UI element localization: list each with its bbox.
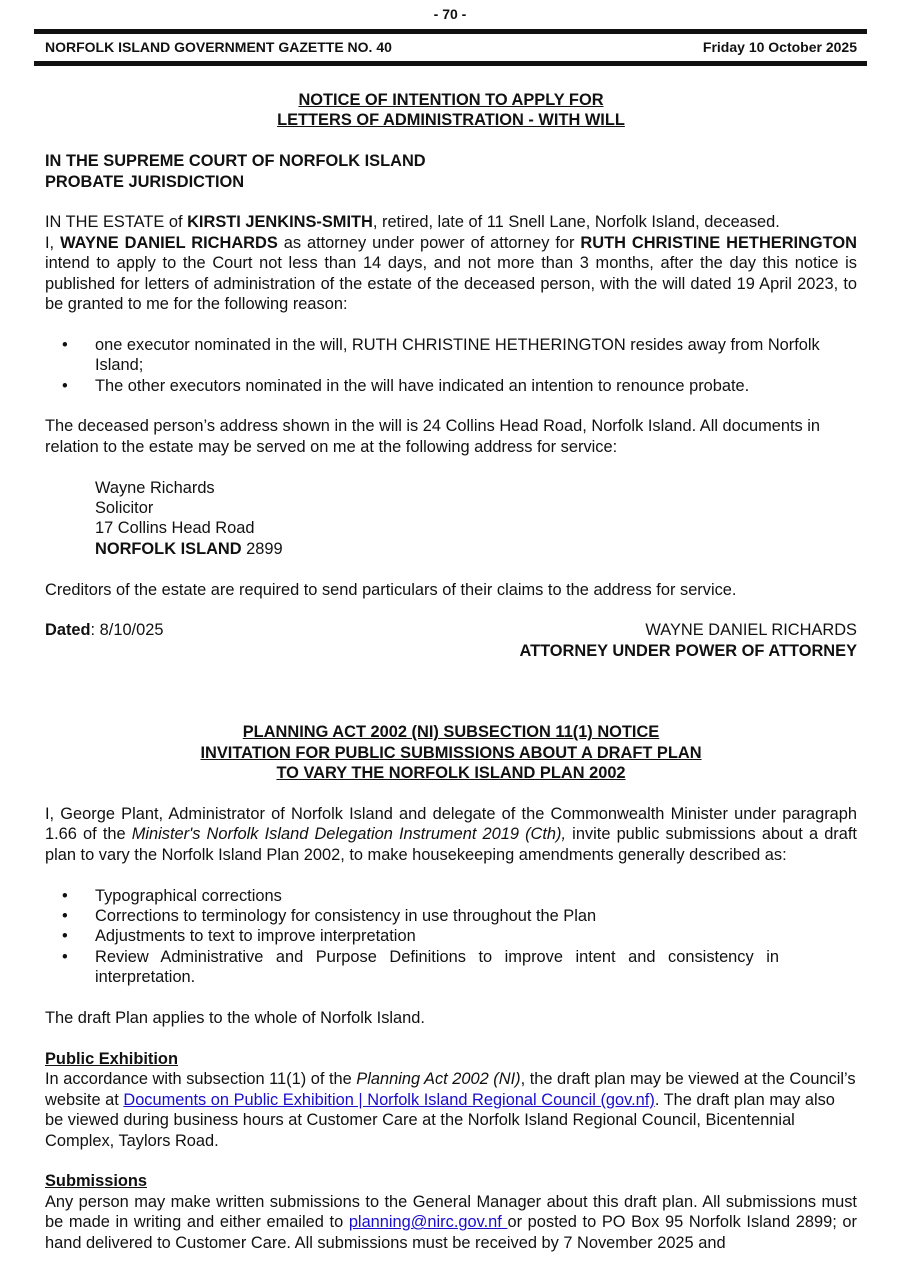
estate-line (45, 212, 857, 232)
page-number: - 70 - (433, 6, 467, 22)
notice-title (45, 90, 857, 131)
bullet-icon: • (62, 886, 68, 905)
address-name: Wayne Richards (95, 478, 215, 497)
exhibition-paragraph (45, 1069, 857, 1151)
bullet-icon: • (62, 947, 68, 966)
text: In accordance with subsection 11(1) of the (45, 1070, 357, 1089)
submissions-heading: Submissions (45, 1172, 148, 1191)
planning-email-link[interactable]: planning@nirc.gov.nf (348, 1213, 508, 1232)
public-exhibition-link[interactable]: Documents on Public Exhibition | Norfolk Island Regional Council (gov.nf) (123, 1090, 655, 1109)
reasons-list (45, 335, 857, 396)
address-paragraph: The deceased person’s address shown in the will is 24 Collins Head Road, Norfolk Island. All documents in relation to the estate may be served on me at the following address for service: (45, 417, 821, 456)
gazette-title: NORFOLK ISLAND GOVERNMENT GAZETTE NO. 40 (45, 39, 392, 55)
notice-title-line: INVITATION FOR PUBLIC SUBMISSIONS ABOUT A DRAFT PLAN (200, 743, 702, 762)
applies-paragraph: The draft Plan applies to the whole of Norfolk Island. (45, 1009, 425, 1028)
court-name: IN THE SUPREME COURT OF NORFOLK ISLAND (45, 152, 426, 171)
signatory-title: ATTORNEY UNDER POWER OF ATTORNEY (519, 641, 857, 660)
notice-title-line: PLANNING ACT 2002 (NI) SUBSECTION 11(1) NOTICE (242, 723, 660, 742)
probate-notice (45, 90, 857, 661)
list-item (45, 906, 857, 926)
list-item-text: one executor nominated in the will, RUTH CHRISTINE HETHERINGTON resides away from Norfolk Island; (95, 335, 820, 375)
list-item (45, 926, 857, 946)
list-item-text: Typographical corrections (95, 886, 282, 905)
text: Any person may make written submissions to the General Manager about this draft plan. All submissions must be made in writing and either emailed to (45, 1192, 857, 1232)
text: , retired, late of 11 Snell Lane, Norfolk Island, deceased. (372, 213, 780, 232)
list-item-text: Adjustments to text to improve interpretation (95, 927, 416, 946)
text: IN THE ESTATE of (45, 213, 188, 232)
text: intend to apply to the Court not less than 14 days, and not more than 3 months, after the day this notice is published for letters of administration of the estate of the deceased person, with the will dated 19 April 2023, to be granted to me for the following reason: (45, 254, 857, 314)
act-title: Planning Act 2002 (NI) (356, 1070, 521, 1089)
address-locality: NORFOLK ISLAND (95, 539, 242, 558)
list-item-text: Review Administrative and Purpose Definitions to improve intent and consistency in interpretation. (95, 947, 779, 987)
masthead (45, 37, 857, 57)
masthead-rule-top (34, 29, 867, 34)
page-content (45, 90, 857, 1253)
list-item-text: The other executors nominated in the will have indicated an intention to renounce probate. (95, 376, 750, 395)
notice-title-line: NOTICE OF INTENTION TO APPLY FOR (298, 91, 604, 109)
list-item (45, 335, 857, 376)
text: I, George Plant, Administrator of Norfolk Island and delegate of the Commonwealth Minister under paragraph 1.66 of the (45, 805, 857, 844)
creditors-paragraph: Creditors of the estate are required to send particulars of their claims to the address for service. (45, 580, 737, 599)
address-locality-line (95, 539, 857, 559)
signature-block (45, 620, 857, 661)
deceased-name: KIRSTI JENKINS-SMITH (187, 213, 373, 232)
dated-line (45, 620, 163, 661)
bullet-icon: • (62, 376, 68, 395)
text: I, (45, 233, 61, 252)
list-item (45, 886, 857, 906)
masthead-rule-bottom (34, 61, 867, 66)
amendments-list (45, 886, 857, 988)
signatory-name: WAYNE DANIEL RICHARDS (645, 621, 857, 640)
bullet-icon: • (62, 927, 68, 946)
text: or posted to PO Box 95 Norfolk Island 2899; or hand delivered to Customer Care. All submissions must be received by 7 November 2025 and (45, 1213, 857, 1252)
gazette-date: Friday 10 October 2025 (702, 39, 857, 55)
text: . The draft plan may also be viewed during business hours at Customer Care at the Norfolk Island Regional Council, Bicentennial Complex, Taylors Road. (45, 1090, 835, 1150)
signatory (519, 620, 857, 661)
planning-notice (45, 722, 857, 1252)
jurisdiction: PROBATE JURISDICTION (45, 172, 245, 191)
bullet-icon: • (62, 907, 68, 926)
intro-paragraph (45, 804, 857, 865)
notice-title-line: TO VARY THE NORFOLK ISLAND PLAN 2002 (276, 764, 626, 783)
application-paragraph (45, 233, 857, 315)
address-role: Solicitor (95, 499, 154, 518)
court-heading (45, 151, 857, 192)
address-street: 17 Collins Head Road (95, 519, 255, 538)
text: invite public submissions about a draft plan to vary the Norfolk Island Plan 2002, to make housekeeping amendments generally described as: (45, 825, 857, 864)
applicant-name: WAYNE DANIEL RICHARDS (60, 233, 278, 252)
bullet-icon: • (62, 335, 68, 354)
instrument-title: Minister's Norfolk Island Delegation Instrument 2019 (Cth), (131, 825, 567, 844)
principal-name: RUTH CHRISTINE HETHERINGTON (580, 233, 857, 252)
notice-title (45, 722, 857, 783)
submissions-paragraph (45, 1192, 857, 1253)
text: , the draft plan may be viewed at the Council’s website at (45, 1070, 856, 1109)
public-exhibition-heading: Public Exhibition (45, 1049, 178, 1068)
list-item (45, 947, 857, 988)
address-postcode: 2899 (241, 539, 283, 558)
list-item (45, 376, 857, 396)
text: as attorney under power of attorney for (277, 233, 581, 252)
notice-title-line: LETTERS OF ADMINISTRATION - WITH WILL (277, 111, 625, 130)
dated-value: : 8/10/025 (90, 621, 164, 640)
service-address (45, 478, 857, 560)
dated-label: Dated (45, 621, 91, 640)
list-item-text: Corrections to terminology for consistency in use throughout the Plan (95, 907, 597, 926)
